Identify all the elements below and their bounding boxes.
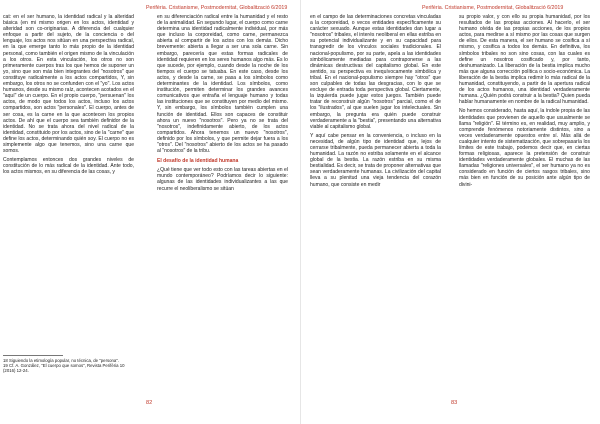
footnote: 18 Siguiendo la etimología popular, no técnica, de "persona". (3, 357, 120, 363)
page-number: 82 (146, 400, 153, 406)
paragraph: Y aquí cabe pensar en la conveniencia, o incluso en la necesidad, de algún tipo de identidad que, lejos de cerrarse tribalmente, pueda permanecer abierta a toda la humanidad. La razón no estriba solamente en el alcance global de la bestia. La razón estriba en su misma bestialidad. Es decir, se trata de proponer alternativas que sean verdaderamente humanas. La civilización del capital lleva a su plenitud una vieja tendencia del corazón humano, que consiste en medir (310, 132, 441, 188)
paragraph: No hemos considerado, hasta aquí, la índole propia de las identidades que provienen de aquello que usualmente se llama "religión". El término es, en realidad, muy amplio, y comprende fenómenos notoriamente distintos, sino a veces verdaderamente opuestos entre sí. Más allá de cualquier intento de sistematización, que sobrepasaría los límites de este trabajo, podemos decir que, en ciertas formas religiosas, aparece la pretensión de construir identidades verdaderamente globales. El muchas de las llamadas "religiones universales", el ser humano ya no es considerado en función de ciertos rasgos tribales, sino más bien en función de su posición ante algún tipo de divini- (459, 108, 590, 188)
paragraph: ¿Qué tiene que ver todo esto con las tareas abiertas en el mundo contemporáneo? Podríamos decir lo siguiente: algunas de las identidades individualizantes a las que recurre el neoliberalismo se sitúan (157, 167, 288, 192)
page-number: 83 (451, 400, 458, 406)
section-heading: El desafío de la identidad humana (157, 158, 239, 165)
paragraph: cat: en el ser humano, la identidad radical y la alteridad básica (en mi mismo origen en los actos, identidad y alteridad son co-originarias. A diferencia del cualquier enfoque a partir del sujeto, de la conciencia o del lenguaje, los actos nos sitúan en una perspectiva radical, en la que emerge tanto lo más propio de la identidad personal, como también el origen mismo de la vinculación a los otros. En esta vinculación, los otros no son primeramente cuerpos tras los que hemos de suponer un yo, sino que son más bien integrantes del "nosotros" que constituye radicalmente a los actos compartidos, Y, sin embargo, los otros no se confunden con el "yo". Los actos humanos, desde su mismo raíz, acontecen acotados en el "aquí" de un cuerpo. En el propio cuerpo, "persuenan" los actos, de modo que todos los actos, incluso los actos compartidos, son actos "personales". El cuerpo, antes de ser cosa, es la carne en la que acontecen los propios actos. De ahí que el cuerpo sea también definidor de la identidad. No se trata ahora del nivel radical de la identidad, constituido por los actos, sino de la "carne" que define los actos, determinando quién soy. El cuerpo no es simplemente algo que tenemos, sino una carne que somos. (3, 14, 134, 155)
running-header: Perifèria. Cristianisme, Postmodernitat, Globalització 6/2019 (422, 5, 564, 11)
footnote: 19 Cf. A. González, "El cuerpo que somos", Revista Perifèria 10 (2016) 12-24. (3, 362, 125, 374)
right-column-2 (459, 14, 590, 188)
right-page (300, 0, 600, 424)
paragraph: Contemplamos entonces dos grandes niveles de constitución de lo más radical de la identidad. Ante todo, los actos mismos, en su diferencia de las cosas, y (3, 157, 134, 176)
paragraph: en el campo de las determinaciones concretas vinculadas a la corporeidad, o vecos entidades específicamente su carácter sexuado. Aunque estas identidades dan lugar a "nosotros" tribales, el interés neoliberal en ellas estriba en su potencial individualizante y en su capacidad para transgredir de los vínculos sociales tradicionales. El nacional-populismo, por su parte, apela a las identidades simbólicamente mediadas para contraponerse a las dinámicas destructivas del capitalismo global. En este sentido, su perspectiva es inequívocamente simbólica y tribal. En el nacional-populismo siempre hay "otros" que son culpables de todas las desgracias, con lo que se excluye de entrada toda perspectiva global. Ciertamente, la izquierda puede jugar estos juegos. También puede tratar de reconstruir algún "nosotros" parcial, como el de los "ilustrados", al que suelen jugar los intelectuales. Sin embargo, la pregunta era quién puede construir verdaderamente a la "bestia", presentando una alternativa viable al capitalismo global. (310, 14, 441, 130)
paragraph: en su diferenciación radical entre la humanidad y el resto de la animalidad. En segundo lugar, el cuerpo como carne determina una identidad radicalmente individual, por más que incluso la corporeidad, como carne, permanezca abierta al compartir de los actos con los demás. Dicho brevemente: abierta a llegar a ser una sola carne. Sin embargo, parecería que estas formas radicales de identidad requieren en los seres humanos algo más. Es lo que sucede, por ejemplo, cuando desde la noche de los tiempos el cuerpo se tatuaba. En este caso, desde los actos, y desde la carne, se pasa a los símbolos como determinantes de la identidad. Los símbolos, como institución, permiten determinar los grandes avances comunicativos que entraña el lenguaje humano y todas las instituciones que se constituyen por medio del mismo. Y, sin embargo, los símbolos también cumplen una función de identidad. Ellos son capaces de constituir ahora un nuevo "nosotros". Pero ya no se trata del "nosotros", indefinidamente abierto, de los actos compartidos. Ahora tenemos un nuevo "nosotros", definido por los símbolos, y que permite dejar fuera a los "otros". Del "nosotros" abierto de los actos se ha pasado al "nosotros" de la tribu. (157, 14, 288, 155)
left-column-1 (3, 14, 134, 175)
left-column-2 (157, 14, 288, 192)
paragraph: su propio valor, y con ello su propia humanidad, por los resultados de las propias acciones. Al hacerlo, el ser humano olvida de las propias acciones, de los propios actos, para medirse a sí mismo por las cosas que surgen de ellos. De esta manera, el ser humano se cosifica a sí mismo, y cosifica a todos los demás. En definitiva, los símbolos tribales no son sino cosas, con las cuales es define un nosotros cosificado y, por tanto, deshumanizado. La liberación de la bestia implica mucho más que alguna corrección política o socio-económica. La liberación de la bestia implica redimir lo más radical de la humanidad, constituyendo, a partir de la apertura radical de los actos humanos, una identidad verdaderamente humana. ¿Quién podrá construir a la bestia? Quien pueda hablar humanamente en nombre de la radical humanidad. (459, 14, 590, 106)
footnote-rule (3, 355, 63, 356)
right-column-1 (310, 14, 441, 188)
footnotes (3, 355, 138, 373)
running-header: Perifèria. Cristianisme, Postmodernitat, Globalització 6/2019 (146, 5, 288, 11)
